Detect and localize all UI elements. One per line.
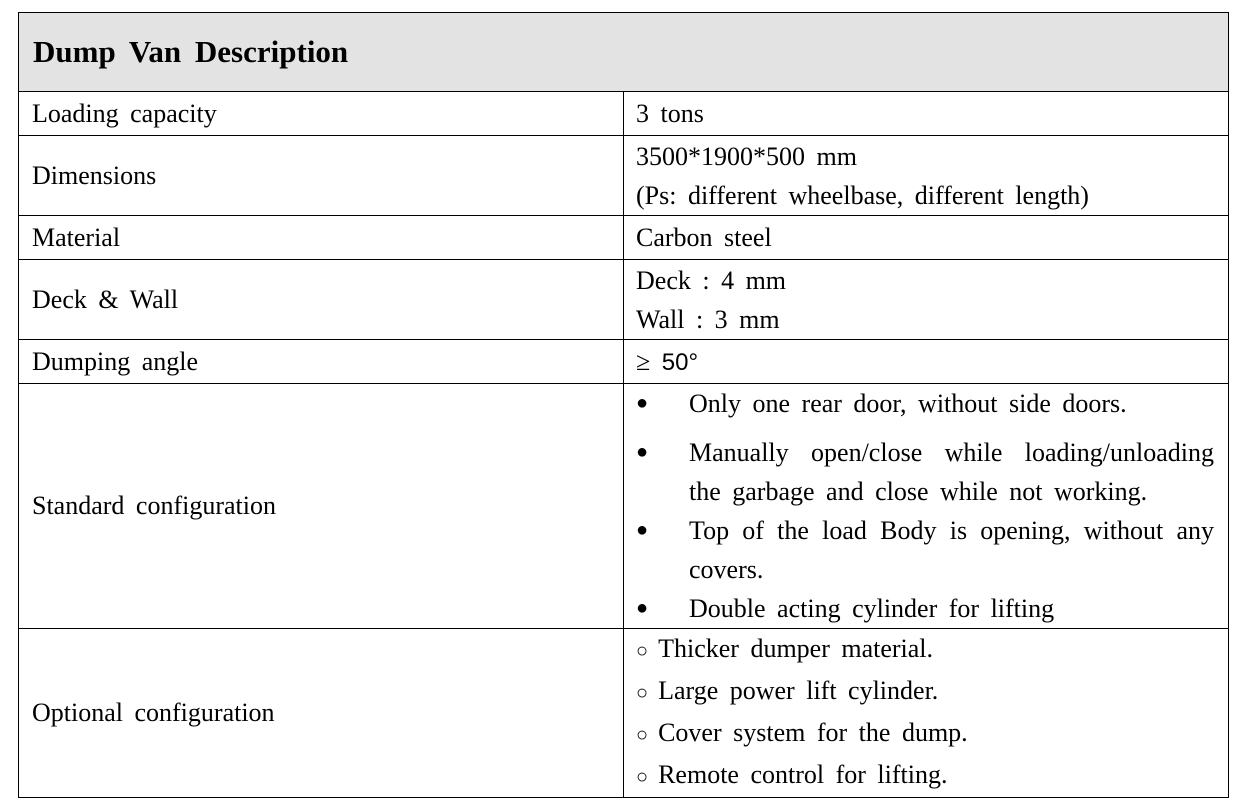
list-item-text: Cover system for the dump. — [658, 718, 968, 747]
row-label-optional-configuration: Optional configuration — [19, 629, 624, 798]
row-label-dimensions: Dimensions — [19, 136, 624, 216]
table-row — [19, 629, 1229, 798]
table-row — [19, 260, 1229, 340]
filled-bullet-icon: ● — [636, 519, 649, 541]
title-row — [19, 13, 1229, 92]
row-value-standard-configuration — [624, 384, 1229, 629]
hollow-bullet-icon: ○ — [636, 766, 649, 788]
filled-bullet-icon: ● — [636, 597, 649, 619]
dimensions-line: 3500*1900*500 mm — [636, 141, 857, 171]
table-title: Dump Van Description — [19, 13, 1229, 92]
hollow-bullet-icon: ○ — [636, 724, 649, 746]
list-item — [636, 713, 1228, 755]
list-item-text: Manually open/close while loading/unloading the garbage and close while not working. — [689, 438, 1214, 506]
list-item — [636, 384, 1228, 423]
table-row — [19, 136, 1229, 216]
dumping-angle-value: 50° — [661, 348, 699, 376]
list-item — [636, 511, 1228, 589]
row-label-loading-capacity: Loading capacity — [19, 92, 624, 136]
filled-bullet-icon: ● — [636, 392, 649, 414]
dimensions-note: (Ps: different wheelbase, different length) — [636, 180, 1089, 210]
hollow-bullet-icon: ○ — [636, 682, 649, 704]
row-value-deck-wall — [624, 260, 1229, 340]
list-item-text: Remote control for lifting. — [658, 760, 948, 789]
row-value-loading-capacity: 3 tons — [624, 92, 1229, 136]
filled-bullet-icon: ● — [636, 441, 649, 463]
list-item-text: Only one rear door, without side doors. — [689, 389, 1127, 418]
list-item — [636, 629, 1228, 671]
row-value-dumping-angle — [624, 340, 1229, 384]
deck-thickness: Deck : 4 mm — [636, 265, 787, 295]
table-row — [19, 340, 1229, 384]
row-label-deck-wall: Deck & Wall — [19, 260, 624, 340]
list-item-text: Large power lift cylinder. — [658, 676, 939, 705]
list-item — [636, 671, 1228, 713]
table-row — [19, 216, 1229, 260]
table-row — [19, 384, 1229, 629]
row-label-dumping-angle: Dumping angle — [19, 340, 624, 384]
wall-thickness: Wall : 3 mm — [636, 304, 780, 334]
greater-equal-symbol: ≥ — [636, 346, 651, 376]
list-item-text: Thicker dumper material. — [658, 634, 934, 663]
row-value-dimensions — [624, 136, 1229, 216]
spec-table — [18, 12, 1229, 798]
list-item — [636, 755, 1228, 797]
row-label-standard-configuration: Standard configuration — [19, 384, 624, 629]
row-value-optional-configuration — [624, 629, 1229, 798]
list-item — [636, 433, 1228, 511]
list-item — [636, 589, 1228, 628]
row-label-material: Material — [19, 216, 624, 260]
hollow-bullet-icon: ○ — [636, 640, 649, 662]
table-row — [19, 92, 1229, 136]
row-value-material: Carbon steel — [624, 216, 1229, 260]
list-item-text: Top of the load Body is opening, without any covers. — [689, 516, 1214, 584]
list-item-text: Double acting cylinder for lifting — [689, 594, 1055, 623]
